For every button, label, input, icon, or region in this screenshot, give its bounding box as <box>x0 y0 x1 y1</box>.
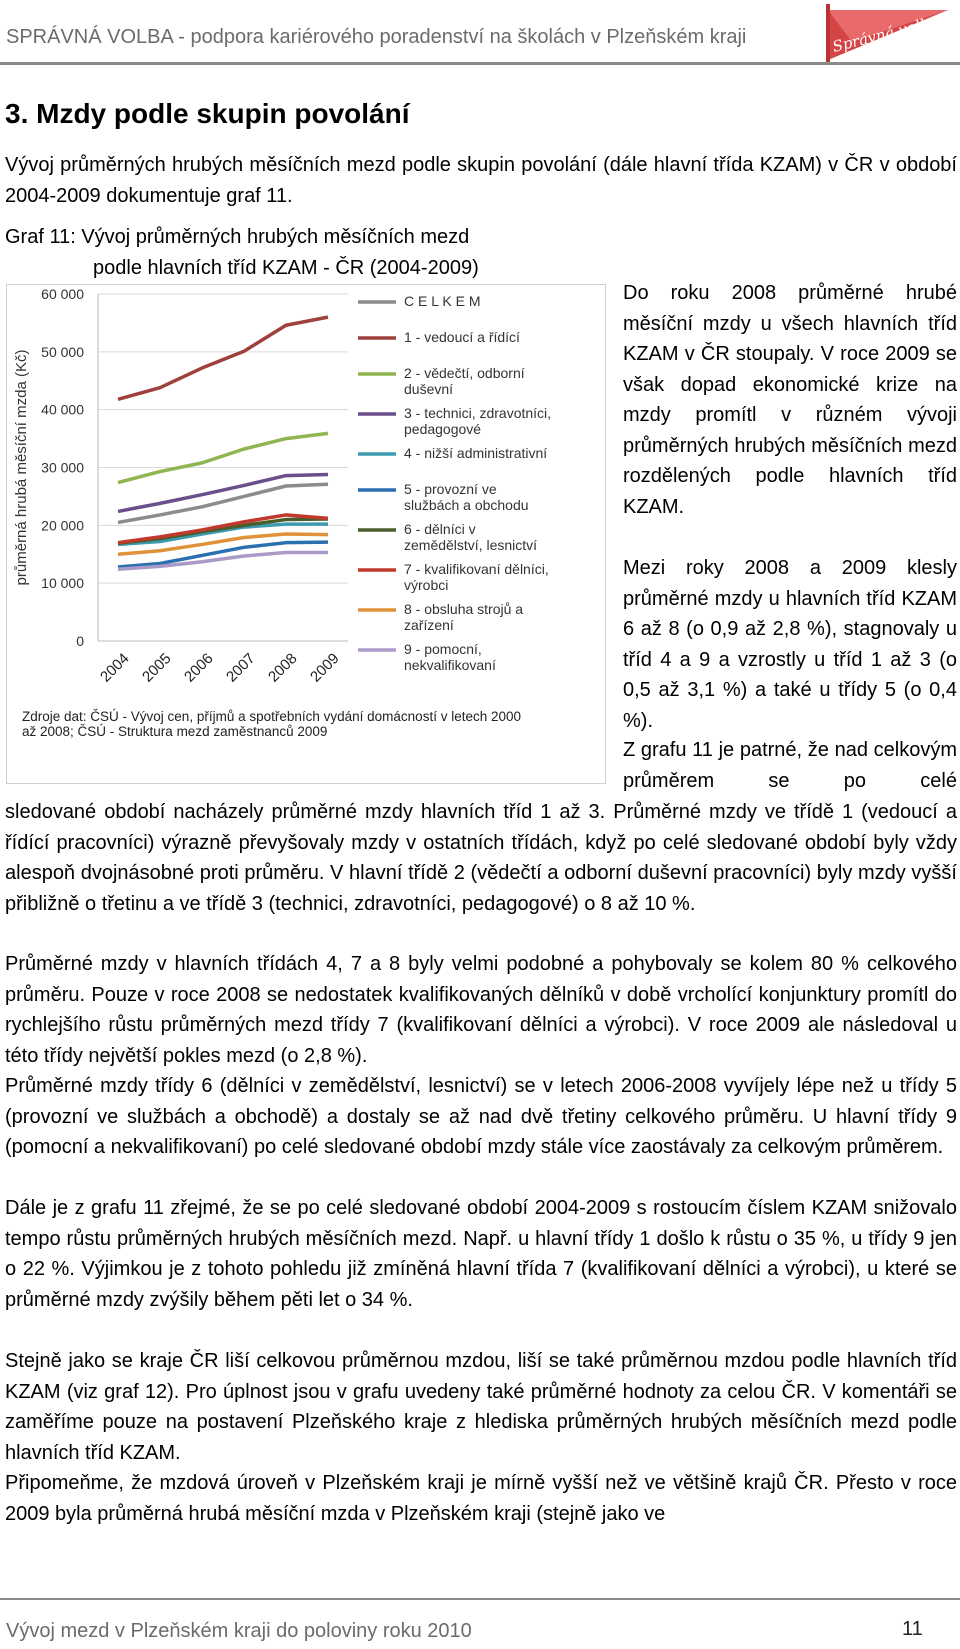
x-tick-label: 2006 <box>181 650 217 686</box>
legend-label: 7 - kvalifikovaní dělníci, <box>404 561 549 577</box>
body-paragraph-1: sledované období nacházely průměrné mzdy hlavních tříd 1 až 3. Průměrné mzdy ve třídě 1 (vedoucí a řídící pracovníci) výrazně převyšovaly mzdy v ostatních třídách, když po celé sledované období byly vždy alespoň dvojnásobné proti průměru. V hlavní třídě 2 (vědečtí a odborní duševní pracovníci) byly mzdy vyšší přibližně o třetinu a ve třídě 3 (technici, zdravotníci, pedagogové) o 8 až 10 %. <box>5 801 957 915</box>
source-note-line2: až 2008; ČSÚ - Struktura mezd zaměstnanců 2009 <box>22 724 328 739</box>
legend-label: zemědělství, lesnictví <box>404 537 538 553</box>
graph-title-line2: podle hlavních tříd KZAM - ČR (2004-2009) <box>93 256 479 279</box>
x-tick-label: 2009 <box>307 650 343 686</box>
header-divider <box>0 62 960 65</box>
y-tick-label: 60 000 <box>41 286 84 302</box>
legend-label: 3 - technici, zdravotníci, <box>404 405 552 421</box>
spravna-volba-logo <box>822 2 954 66</box>
body-paragraph-5: Stejně jako se kraje ČR liší celkovou průměrnou mzdou, liší se také průměrnou mzdou podle hlavních tříd KZAM (viz graf 12). Pro úplnost jsou v grafu uvedeny také průměrné hodnoty za celou ČR. V komentáři se zaměříme pouze na postavení Plzeňského kraje z hlediska průměrných hrubých měsíčních mezd podle hlavních tříd KZAM. <box>5 1350 957 1464</box>
footer-title: Vývoj mezd v Plzeňském kraji do poloviny roku 2010 <box>6 1620 472 1642</box>
y-tick-label: 30 000 <box>41 459 84 476</box>
side-paragraph-3: Z grafu 11 je patrné, že nad celkovým průměrem se po celé <box>623 739 957 792</box>
legend-label: 5 - provozní ve <box>404 481 497 497</box>
x-tick-label: 2007 <box>223 650 259 686</box>
y-tick-label: 0 <box>76 633 84 649</box>
body-paragraph-6: Připomeňme, že mzdová úroveň v Plzeňském kraji je mírně vyšší než ve většině krajů ČR. Přesto v roce 2009 byla průměrná hrubá měsíční mzda v Plzeňském kraji (stejně jako ve <box>5 1472 957 1525</box>
side-paragraph-2: Mezi roky 2008 a 2009 klesly průměrné mzdy u hlavních tříd KZAM 6 až 8 (o 0,9 až 2,8 %), stagnovaly u tříd 4 a 9 a vzrostly u tříd 1 až 3 (o 0,5 až 3,1 %) a také u třídy 5 (o 0,4 %). <box>623 557 957 732</box>
legend-label: zařízení <box>404 617 454 633</box>
legend-label: 4 - nižší administrativní <box>404 445 548 461</box>
legend-label: pedagogové <box>404 421 482 437</box>
legend-label: 2 - vědečtí, odborní <box>404 365 525 381</box>
legend-label: 1 - vedoucí a řídící <box>404 329 520 345</box>
y-axis-label: průměrná hrubá měsíční mzda (Kč) <box>13 349 30 586</box>
y-tick-label: 10 000 <box>41 575 84 592</box>
page-number: 11 <box>902 1618 923 1640</box>
x-tick-label: 2005 <box>139 650 175 686</box>
legend-label: 9 - pomocní, <box>404 641 482 657</box>
y-tick-label: 50 000 <box>41 343 84 360</box>
legend-label: službách a obchodu <box>404 497 529 513</box>
legend-label: 6 - dělníci v <box>404 521 476 537</box>
graph-title <box>5 222 479 283</box>
y-tick-label: 40 000 <box>41 401 84 418</box>
legend-label: duševní <box>404 381 454 397</box>
intro-paragraph: Vývoj průměrných hrubých měsíčních mezd podle skupin povolání (dále hlavní třída KZAM) v ČR v období 2004-2009 dokumentuje graf 11. <box>5 154 957 207</box>
source-note-line1: Zdroje dat: ČSÚ - Vývoj cen, příjmů a spotřebních vydání domácností v letech 2000 <box>22 709 521 724</box>
page-header <box>0 0 960 66</box>
legend-label: výrobci <box>404 577 449 593</box>
body-paragraph-3: Průměrné mzdy třídy 6 (dělníci v zemědělství, lesnictví) se v letech 2006-2008 vyvíjely lépe než u třídy 5 (provozní ve službách a obchodě) a dostaly se až nad dvě třetiny celkového průměru. U hlavní třídy 9 (pomocní a nekvalifikovaní) po celé sledované období mzdy stále více zaostávaly za celkovým průměrem. <box>5 1075 957 1158</box>
x-tick-label: 2008 <box>265 650 301 686</box>
graph-title-line1: Graf 11: Vývoj průměrných hrubých měsíčních mezd <box>5 226 470 248</box>
legend-label: C E L K E M <box>404 293 481 309</box>
legend-label: nekvalifikovaní <box>404 657 496 673</box>
wage-line-chart <box>6 284 606 784</box>
logo-text: Správná volba <box>830 12 941 56</box>
footer-divider <box>0 1598 960 1600</box>
header-title: SPRÁVNÁ VOLBA - podpora kariérového poradenství na školách v Plzeňském kraji <box>6 26 747 48</box>
section-heading: 3. Mzdy podle skupin povolání <box>5 98 410 129</box>
side-paragraph-1: Do roku 2008 průměrné hrubé měsíční mzdy u všech hlavních tříd KZAM v ČR stoupaly. V roce 2009 se však dopad ekonomické krize na mzdy promítl v různém vývoji průměrných hrubých měsíčních mezd rozdělených podle hlavních tříd KZAM. <box>623 282 957 518</box>
x-tick-label: 2004 <box>97 650 133 686</box>
y-tick-label: 20 000 <box>41 517 84 534</box>
legend-label: 8 - obsluha strojů a <box>404 601 524 617</box>
body-paragraph-2: Průměrné mzdy v hlavních třídách 4, 7 a 8 byly velmi podobné a pohybovaly se kolem 80 % celkového průměru. Pouze v roce 2008 se nedostatek kvalifikovaných dělníků v době vrcholící konjunktury promítl do rychlejšího růstu průměrných mezd třídy 7 (kvalifikovaní dělníci a výrobci). V roce 2009 ale následoval u této třídy největší pokles mezd (o 2,8 %). <box>5 953 957 1067</box>
body-paragraph-4: Dále je z grafu 11 zřejmé, že se po celé sledované období 2004-2009 s rostoucím číslem KZAM snižovalo tempo růstu průměrných hrubých měsíčních mezd. Např. u hlavní třídy 1 došlo k růstu o 35 %, u třídy 9 jen o 22 %. Výjimkou je z tohoto pohledu již zmíněná hlavní třída 7 (kvalifikovaní dělníci a výrobci), u které se průměrné mzdy zvýšily během pěti let o 34 %. <box>5 1197 957 1311</box>
